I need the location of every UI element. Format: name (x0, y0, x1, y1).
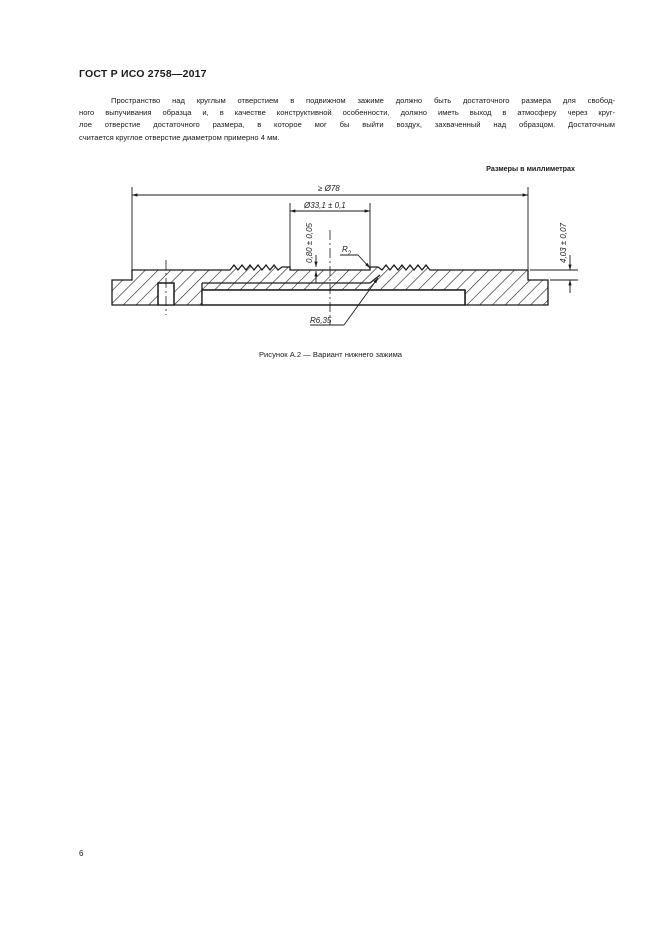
hole-diameter-label: Ø33,1 ± 0,1 (304, 201, 346, 210)
edge-radius-label: $R_2$ (342, 245, 352, 257)
paragraph-line: Пространство над круглым отверстием в подвижном зажиме должно быть достаточного размера для свобод- (111, 96, 615, 105)
groove-depth-label: 0,80 ± 0,05 (305, 223, 314, 263)
clamp-drawing (100, 175, 590, 335)
page-number: 6 (79, 849, 84, 858)
paragraph-line: лое отверстие достаточного размера, в которое мог бы выйти воздух, захваченный над образцом. Достаточным (79, 120, 615, 130)
body-paragraph (79, 95, 615, 144)
paragraph-line: считается круглое отверстие диаметром примерно 4 мм. (79, 132, 280, 142)
thickness-label: 4,03 ± 0,07 (559, 223, 568, 263)
inner-radius-label: R6,35 (310, 316, 332, 325)
figure-caption: Рисунок А.2 — Вариант нижнего зажима (258, 350, 403, 359)
document-header: ГОСТ Р ИСО 2758—2017 (79, 68, 207, 80)
units-note: Размеры в миллиметрах (486, 164, 575, 173)
paragraph-line: ного выпучивания образца и, в качестве конструктивной особенности, должно иметь выход в атмосферу через круг- (79, 108, 615, 118)
edge-radius-leader (340, 255, 370, 268)
outer-diameter-label: ≥ Ø78 (318, 184, 340, 193)
